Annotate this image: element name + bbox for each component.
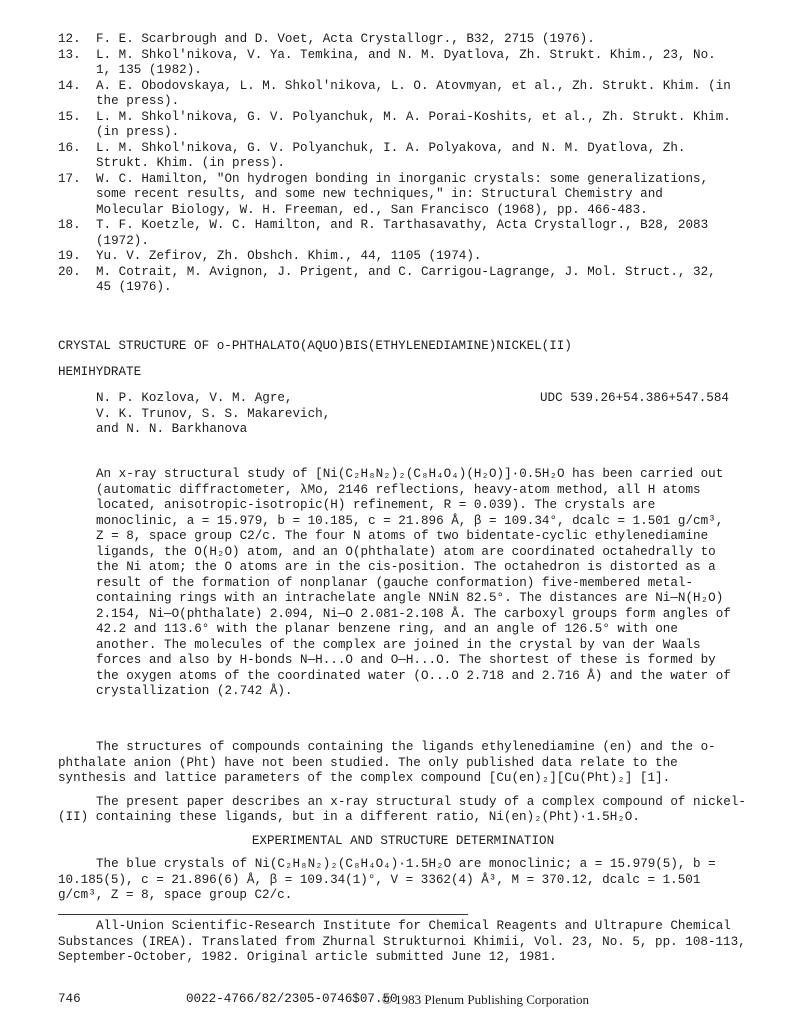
reference-list [58, 32, 738, 296]
reference-number: 17. [58, 171, 81, 186]
reference-text: L. M. Shkol'nikova, G. V. Polyanchuk, M. A. Porai-Koshits, et al., Zh. Strukt. Khim. (in press). [96, 109, 731, 139]
reference-item [58, 32, 738, 48]
article-body [58, 740, 748, 912]
reference-text: L. M. Shkol'nikova, G. V. Polyanchuk, I. A. Polyakova, and N. M. Dyatlova, Zh. Strukt. Khim. (in press). [96, 140, 686, 170]
reference-item [58, 79, 738, 110]
body-paragraph: The present paper describes an x-ray structural study of a complex compound of nickel-(II) containing these ligands, but in a different ratio, Ni(en)₂(Pht)·1.5H₂O. [58, 794, 746, 824]
abstract-text: An x-ray structural study of [Ni(C₂H₈N₂)₂(C₈H₄O₄)(H₂O)]·0.5H₂O has been carried out (automatic diffractometer, λMo, 2146 reflections, heavy-atom method, all H atoms located, anisotropic-isotropic(H) refinement, R = 0.039). The crystals are monoclinic, a = 15.979, b = 10.185, c = 21.896 Å, β = 109.34°, dcalc = 1.501 g/cm³, Z = 8, space group C2/c. The four N atoms of two bidentate-cyclic ethylenediamine ligands, the O(H₂O) atom, and an O(phthalate) atom are coordinated octahedrally to the Ni atom; the O atoms are in the cis-position. The octahedron is distorted as a result of the formation of nonplanar (gauche conformation) five-membered metal-containing rings with an intrachelate angle NNiN 82.5°. The distances are Ni—N(H₂O) 2.154, Ni—O(phthalate) 2.094, Ni—O 2.081-2.108 Å. The carboxyl groups form angles of 42.2 and 113.6° with the planar benzene ring, and an angle of 126.5° with one another. The molecules of the complex are joined in the crystal by van der Waals forces and also by H-bonds N—H...O and O—H...O. The shortest of these is formed by the oxygen atoms of the coordinated water (O...O 2.718 and 2.716 Å) and the water of crystallization (2.742 Å). [96, 467, 731, 698]
page-number: 746 [58, 992, 81, 1006]
reference-number: 12. [58, 32, 81, 46]
author-list [96, 391, 376, 438]
article-title-line-2: HEMIHYDRATE [58, 364, 142, 379]
reference-item [58, 218, 738, 249]
reference-text: T. F. Koetzle, W. C. Hamilton, and R. Tarthasavathy, Acta Crystallogr., B28, 2083 (1972). [96, 218, 709, 248]
copyright-notice: © 1983 Plenum Publishing Corporation [382, 992, 590, 1007]
reference-number: 13. [58, 47, 81, 62]
udc-code: UDC 539.26+54.386+547.584 [540, 391, 729, 405]
reference-number: 14. [58, 78, 81, 93]
reference-number: 19. [58, 249, 81, 263]
reference-item [58, 249, 738, 265]
reference-text: F. E. Scarbrough and D. Voet, Acta Crystallogr., B32, 2715 (1976). [96, 32, 595, 46]
reference-item [58, 265, 738, 296]
reference-item [58, 141, 738, 172]
body-paragraph: The structures of compounds containing the ligands ethylenediamine (en) and the o-phthalate anion (Pht) have not been studied. The only published data relate to the synthesis and lattice parameters of the complex compound [Cu(en)₂][Cu(Pht)₂] [1]. [58, 740, 716, 785]
abstract [96, 467, 736, 700]
reference-number: 15. [58, 109, 81, 124]
reference-text: M. Cotrait, M. Avignon, J. Prigent, and C. Carrigou-Lagrange, J. Mol. Struct., 32, 45 (1976). [96, 264, 716, 294]
author-line: N. P. Kozlova, V. M. Agre, [96, 391, 293, 405]
reference-text: Yu. V. Zefirov, Zh. Obshch. Khim., 44, 1105 (1974). [96, 249, 482, 263]
reference-number: 20. [58, 264, 81, 279]
reference-text: W. C. Hamilton, "On hydrogen bonding in inorganic crystals: some generalizations, some recent results, and some new techniques," in: Structural Chemistry and Molecular Biology, W. H. Freeman, ed., San Francisco (1968), pp. 466-483. [96, 171, 709, 217]
reference-number: 18. [58, 218, 81, 232]
reference-item [58, 48, 738, 79]
author-line: and N. N. Barkhanova [96, 422, 248, 436]
reference-number: 16. [58, 140, 81, 155]
article-code: 0022-4766/82/2305-0746$07.50 [186, 992, 398, 1006]
author-line: V. K. Trunov, S. S. Makarevich, [96, 406, 331, 421]
body-paragraph: The blue crystals of Ni(C₂H₈N₂)₂(C₈H₄O₄)·1.5H₂O are monoclinic; a = 15.979(5), b = 10.185(5), c = 21.896(6) Å, β = 109.34(1)°, V = 3362(4) Å³, M = 370.12, dcalc = 1.501 g/cm³, Z = 8, space group C2/c. [58, 857, 716, 902]
reference-item [58, 172, 738, 219]
footnote-divider [58, 914, 468, 915]
reference-item [58, 110, 738, 141]
reference-text: A. E. Obodovskaya, L. M. Shkol'nikova, L. O. Atovmyan, et al., Zh. Strukt. Khim. (in the press). [96, 78, 731, 108]
footnote: All-Union Scientific-Research Institute for Chemical Reagents and Ultrapure Chemical Substances (IREA). Translated from Zhurnal Strukturnoi Khimii, Vol. 23, No. 5, pp. 108-113, September-October, 1982. Original article submitted June 12, 1981. [58, 919, 746, 964]
section-heading: EXPERIMENTAL AND STRUCTURE DETERMINATION [251, 833, 555, 848]
article-title [58, 339, 748, 390]
article-title-line-1: CRYSTAL STRUCTURE OF o-PHTHALATO(AQUO)BIS(ETHYLENEDIAMINE)NICKEL(II) [58, 339, 572, 353]
reference-text: L. M. Shkol'nikova, V. Ya. Temkina, and N. M. Dyatlova, Zh. Strukt. Khim., 23, No. 1, 135 (1982). [96, 47, 716, 77]
